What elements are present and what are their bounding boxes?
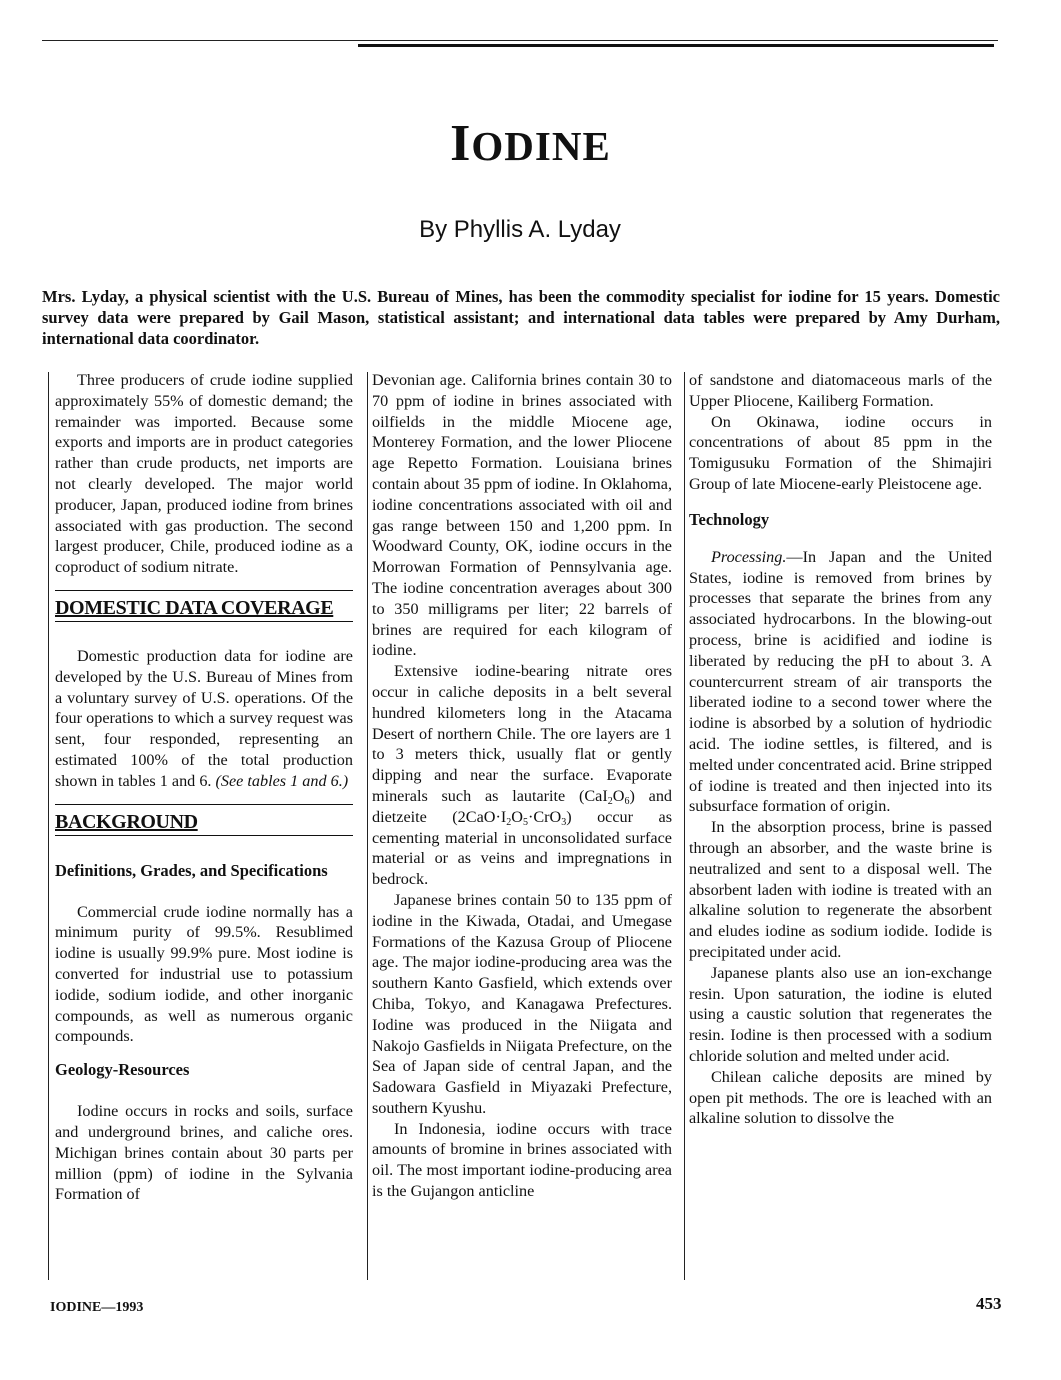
- column-1: [55, 370, 353, 1205]
- top-rule-thick: [358, 44, 994, 47]
- author-intro: Mrs. Lyday, a physical scientist with the U.S. Bureau of Mines, has been the commodity specialist for iodine for 15 years. Domestic survey data were prepared by Gail Mason, statistical assistant; and international data tables were prepared by Amy Durham, international data coordinator.: [42, 287, 1000, 348]
- run-in-heading: Processing.: [711, 547, 787, 566]
- paragraph-text: —In Japan and the United States, iodine is removed from brines by processes that separate the brines from any associated hydrocarbons. In the blowing-out process, brine is acidified and iodine is liberated by reducing the pH to about 3. A countercurrent stream of air transports the liberated iodine to a second tower where the iodine is absorbed by a solution of hydriodic acid. The iodine settles, is filtered, and is melted under concentrated acid. Brine stripped of iodine is treated and then injected into its subsurface formation of origin.: [689, 547, 992, 816]
- column-rule-3: [684, 372, 685, 1280]
- paragraph-text: ·CrO: [527, 807, 562, 826]
- column-rule-2: [367, 372, 368, 1280]
- column-rule-1: [48, 372, 49, 1280]
- paragraph: Japanese plants also use an ion-exchange resin. Upon saturation, the iodine is eluted using a caustic solution that regenerates the resin. Iodine is then processed with a sodium chloride solution and melted under acid.: [689, 963, 992, 1065]
- section-heading-domestic: DOMESTIC DATA COVERAGE: [55, 590, 353, 622]
- subheading-definitions: Definitions, Grades, and Specifications: [55, 860, 328, 880]
- paragraph: In the absorption process, brine is passed through an absorber, and the waste brine is neutralized and sent to a disposal well. The absorbent laden with iodine is treated with an alkaline solution to regenerate the absorbent and eludes iodine as sodium iodide. Iodide is precipitated under acid.: [689, 818, 992, 961]
- paragraph: Commercial crude iodine normally has a minimum purity of 99.5%. Resublimed iodine is usually 99.9% pure. Most iodine is converted for industrial use to potassium iodide, sodium iodide, and other inorganic compounds, as well as numerous organic compounds.: [55, 902, 353, 1046]
- subscript: 2: [506, 816, 512, 828]
- paragraph-text: Extensive iodine-bearing nitrate ores occur in caliche deposits in a belt several hundred kilometers long in the Atacama Desert of northern Chile. The ore layers are 1 to 3 meters thick, usually flat or gently dipping and near the surface. Evaporate minerals such as lautarite (CaI: [372, 662, 672, 805]
- top-rule: [42, 40, 998, 41]
- title-initial: I: [450, 115, 472, 172]
- paragraph: Three producers of crude iodine supplied approximately 55% of domestic demand; the remainder was imported. Because some exports and imports are in product categories rather than crude products, net imports are not clearly developed. The major world producer, Japan, produced iodine from brines associated with gas production. The second largest producer, Chile, produced iodine as a coproduct of sodium nitrate.: [55, 371, 353, 577]
- table-reference-link[interactable]: (See tables 1 and 6.): [215, 771, 349, 790]
- paragraph: In Indonesia, iodine occurs with trace amounts of bromine in brines associated with oil. The most important iodine-producing area is the Gujangon anticline: [372, 1119, 672, 1201]
- page-number: 453: [976, 1294, 1002, 1313]
- section-heading-background: BACKGROUND: [55, 804, 353, 836]
- subscript: 5: [522, 816, 528, 828]
- subheading-geology: Geology-Resources: [55, 1060, 190, 1080]
- paragraph-text: Domestic production data for iodine are developed by the U.S. Bureau of Mines from a voluntary survey of U.S. operations. Of the four operations to which a survey request was sent, four responded, representing an estimated 100% of the total production shown in tables 1 and 6.: [55, 646, 353, 790]
- paragraph-text: O: [612, 786, 625, 805]
- paragraph: Chilean caliche deposits are mined by open pit methods. The ore is leached with an alkaline solution to dissolve the: [689, 1067, 992, 1128]
- subscript: 2: [607, 795, 613, 807]
- title-rest: ODINE: [471, 123, 611, 169]
- page-title: [0, 112, 1061, 178]
- subscript: 3: [561, 816, 567, 828]
- paragraph: Japanese brines contain 50 to 135 ppm of iodine in the Kiwada, Otadai, and Umegase Formations of the Kazusa Group of Pliocene age. The major iodine-producing area was the southern Kanto Gasfield, which extends over Chiba, Tokyo, and Kanagawa Prefectures. Iodine was produced in the Niigata and Nakojo Gasfields in Niigata Prefecture, on the Sea of Japan side of central Japan, and the Sadowara Gasfield in Miyazaki Prefecture, southern Kyushu.: [372, 890, 672, 1117]
- paragraph: [372, 661, 672, 890]
- paragraph: [55, 646, 353, 792]
- paragraph: of sandstone and diatomaceous marls of the Upper Pliocene, Kailiberg Formation.: [689, 371, 992, 410]
- paragraph: On Okinawa, iodine occurs in concentrations of about 85 ppm in the Tomigusuku Formation of the Shimajiri Group of late Miocene-early Pleistocene age.: [689, 412, 992, 493]
- paragraph: Iodine occurs in rocks and soils, surface and underground brines, and caliche ores. Michigan brines contain about 30 parts per million (ppm) of iodine in the Sylvania Formation of: [55, 1102, 353, 1204]
- paragraph-text: ) occur as cementing material in unconsolidated surface material or as veins and impregnations in bedrock.: [372, 807, 672, 889]
- running-footer: IODINE—1993: [50, 1300, 144, 1315]
- subheading-technology: Technology: [689, 509, 770, 529]
- paragraph-text: ) and dietzeite (2CaO·I: [372, 786, 673, 826]
- subscript: 6: [624, 795, 630, 807]
- paragraph-text: O: [511, 807, 523, 826]
- byline: By Phyllis A. Lyday: [419, 216, 621, 243]
- paragraph: Devonian age. California brines contain 30 to 70 ppm of iodine in brines associated with oilfields in the middle Miocene age, Monterey Formation, and the lower Pliocene age Repetto Formation. Louisiana brines contain about 35 ppm of iodine. In Oklahoma, iodine concentrations associated with oil and gas range between 150 and 1,200 ppm. In Woodward County, OK, iodine occurs in the Morrowan Formation of Pennsylvania age. The iodine concentration averages about 300 to 350 milligrams per liter; 22 barrels of brines are required for each kilogram of iodine.: [372, 371, 672, 660]
- column-3: [689, 370, 992, 1129]
- paragraph: [689, 547, 992, 817]
- column-2: [372, 370, 672, 1202]
